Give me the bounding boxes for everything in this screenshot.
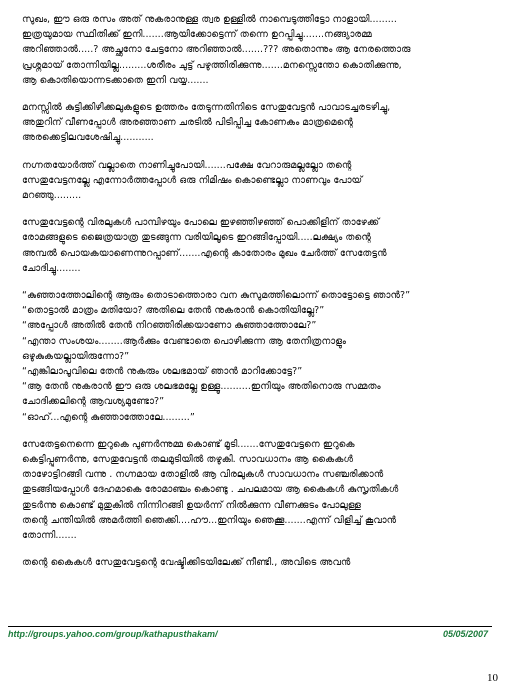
text-line: അരക്കെട്ടിലവശേഷിച്ചു........... <box>22 132 154 144</box>
paragraph <box>22 100 492 146</box>
text-line: തുടങ്ങിയപ്പോൾ ദേഹമാകെ രോമാഞ്ചം കൊണ്ടു . ചപലമായ ആ കൈകൾ കുസൃതികൾ <box>22 484 399 496</box>
paragraph <box>22 215 492 276</box>
footer-url-link[interactable]: http://groups.yahoo.com/group/kathapusthakam/ <box>8 629 218 639</box>
footer-date: 05/05/2007 <box>442 629 488 639</box>
paragraph <box>22 555 492 570</box>
text-line: രോമങ്ങളുടെ ജൈത്രയാത്ര തുടങ്ങുന്ന വരിയിലൂടെ ഇറങ്ങിപ്പോയി.....ലക്ഷ്യം തന്റെ <box>22 232 371 244</box>
text-line: ഇത്രയുമായ സ്ഥിതിക്ക് ഇനി.......ആയിക്കോട്ടെന്ന് തന്നെ ഉറപ്പിച്ചു.......നങ്ങ്യാരമ്മ <box>22 29 372 41</box>
text-line: ഒഴുകുകയല്ലായിരുന്നോ?” <box>22 350 130 362</box>
text-line: സേതുവേട്ടന്റെ വിരലുകൾ പാമ്പിഴയും പോലെ ഇഴഞ്ഞിഴഞ്ഞ് പൊക്കിളിന് താഴേക്ക് <box>22 217 380 229</box>
text-line: “ആ തേൻ നുകരാൻ ഈ ഒരു ശലഭമല്ലേ ഉള്ളൂ..........ഇനിയും അതിനൊരു സമ്മതം <box>22 381 381 393</box>
text-line: “എന്താ സംശയം........ആർക്കും വേണ്ടാതെ പൊഴിക്കുന്ന ആ തേനിത്രനാളും <box>22 335 347 347</box>
page-number: 10 <box>487 672 498 684</box>
text-line: തന്റെ ചന്തിയിൽ അമർത്തി ഞെക്കി....ഹൗ...ഇനിയും ഞെക്കൂ.......എന്ന് വിളിച്ച് കൂവാൻ <box>22 514 397 526</box>
text-line: “കുഞ്ഞാത്തോലിന്റെ ആരും തൊടാത്തൊരാ വന കുസുമത്തിലൊന്ന് തൊട്ടോട്ടെ ഞാൻ?” <box>22 290 411 302</box>
text-line: താഴോട്ടിറങ്ങി വന്നു . നഗ്നമായ തോളിൽ ആ വിരലുകൾ സാവധാനം സഞ്ചരിക്കാൻ <box>22 469 384 481</box>
text-line: മനസ്സിൽ കുട്ടിക്കിഴിക്കലുകളുടെ ഉത്തരം തേടുന്നതിനിടെ സേതുവേട്ടൻ പാവാടച്ചരടഴിച്ചു, <box>22 102 391 114</box>
text-line: തുടർന്നു കൊണ്ട് മുതുകിൽ നിന്നിറങ്ങി ഉയർന്ന് നിൽക്കുന്ന വീണക്കുടം പോലുള്ള <box>22 499 361 511</box>
text-line: നഗ്നതയോർത്ത് വല്ലാതെ നാണിച്ചുപോയി.......പക്ഷേ വേറാരുമല്ലല്ലോ തന്റെ <box>22 159 352 171</box>
text-line: ചോദിക്കലിന്റെ ആവശ്യമുണ്ടോ?” <box>22 396 165 408</box>
text-line: ചോദിച്ചു........ <box>22 262 81 274</box>
text-line: അതുറിന് വീണപ്പോൾ അരഞ്ഞാണ ചരടിൽ പിടിപ്പിച്ച കോണകം മാത്രമെന്റെ <box>22 117 354 129</box>
text-line: തോന്നി....... <box>22 530 77 542</box>
dialogue-block <box>22 288 492 425</box>
text-line: മറഞ്ഞു......... <box>22 190 82 202</box>
text-line: അമ്പൽ പൊയകയാണെന്നുറപ്പാണ്.......എന്റെ കാതോരം മുഖം ചേർത്ത് സേതേട്ടൻ <box>22 247 387 259</box>
text-line: അറിഞ്ഞാൽ.....? അച്ഛനോ ചേട്ടനോ അറിഞ്ഞാൽ.......??? അതൊന്നും ആ നേരത്തൊരു <box>22 44 411 56</box>
paragraph <box>22 158 492 204</box>
text-line: സുഖം, ഈ ഒരു രസം അത് നുകരാനുള്ള ത്വര ഉള്ളിൽ നാമ്പെടുത്തിട്ടോ നാളായി......... <box>22 14 397 25</box>
text-line: “തൊട്ടാൽ മാത്രം മതിയോ? അതിലെ തേൻ നുകരാൻ കൊതിയില്ലേ?” <box>22 305 325 317</box>
text-line: പ്രശ്നമായ് തോന്നിയില്ല.........ശരീരം ചുട്ട് പഴുത്തിരിക്കുന്നു.......മനസ്സെന്തോ കൊതിക്കുന്നു, <box>22 59 402 71</box>
text-line: ആ കൊതിയൊന്നടക്കാതെ ഇനി വയ്യ....... <box>22 74 209 86</box>
paragraph <box>22 12 492 88</box>
text-line: “ഓഹ്...എന്റെ കുഞ്ഞാത്തോലേ.........” <box>22 411 195 423</box>
text-line: സേതേട്ടനെന്നെ ഇറുകെ പുണർന്നുമ്മ കൊണ്ട് മൂടി.......സേതുവേട്ടനെ ഇറുകെ <box>22 438 355 450</box>
text-line: സേതുവേട്ടനല്ലേ എന്നോർത്തപ്പോൾ ഒരു നിമിഷം കൊണ്ടെല്ലാ നാണവും പോയ് <box>22 174 363 186</box>
text-line: “എങ്കിലാപൂവിലെ തേൻ നുകരും ശലഭമായ് ഞാൻ മാറിക്കോട്ടേ?” <box>22 366 303 378</box>
text-line: “അപ്പോൾ അതിൽ തേൻ നിറഞ്ഞിരിക്കയാണോ കുഞ്ഞാത്തോലേ?” <box>22 320 317 332</box>
text-line: കെട്ടിപ്പുണർന്നു, സേതുവേട്ടൻ തലമുടിയിൽ തഴുകി. സാവധാനം ആ കൈകൾ <box>22 454 354 466</box>
paragraph <box>22 437 492 543</box>
body-text <box>22 12 492 583</box>
text-line: തന്റെ കൈകൾ സേതുവേട്ടന്റെ വേഷ്ടിക്കിടയിലേക്ക് നീണ്ടി., അവിടെ അവൻ <box>22 557 351 569</box>
footer-divider <box>8 626 492 627</box>
